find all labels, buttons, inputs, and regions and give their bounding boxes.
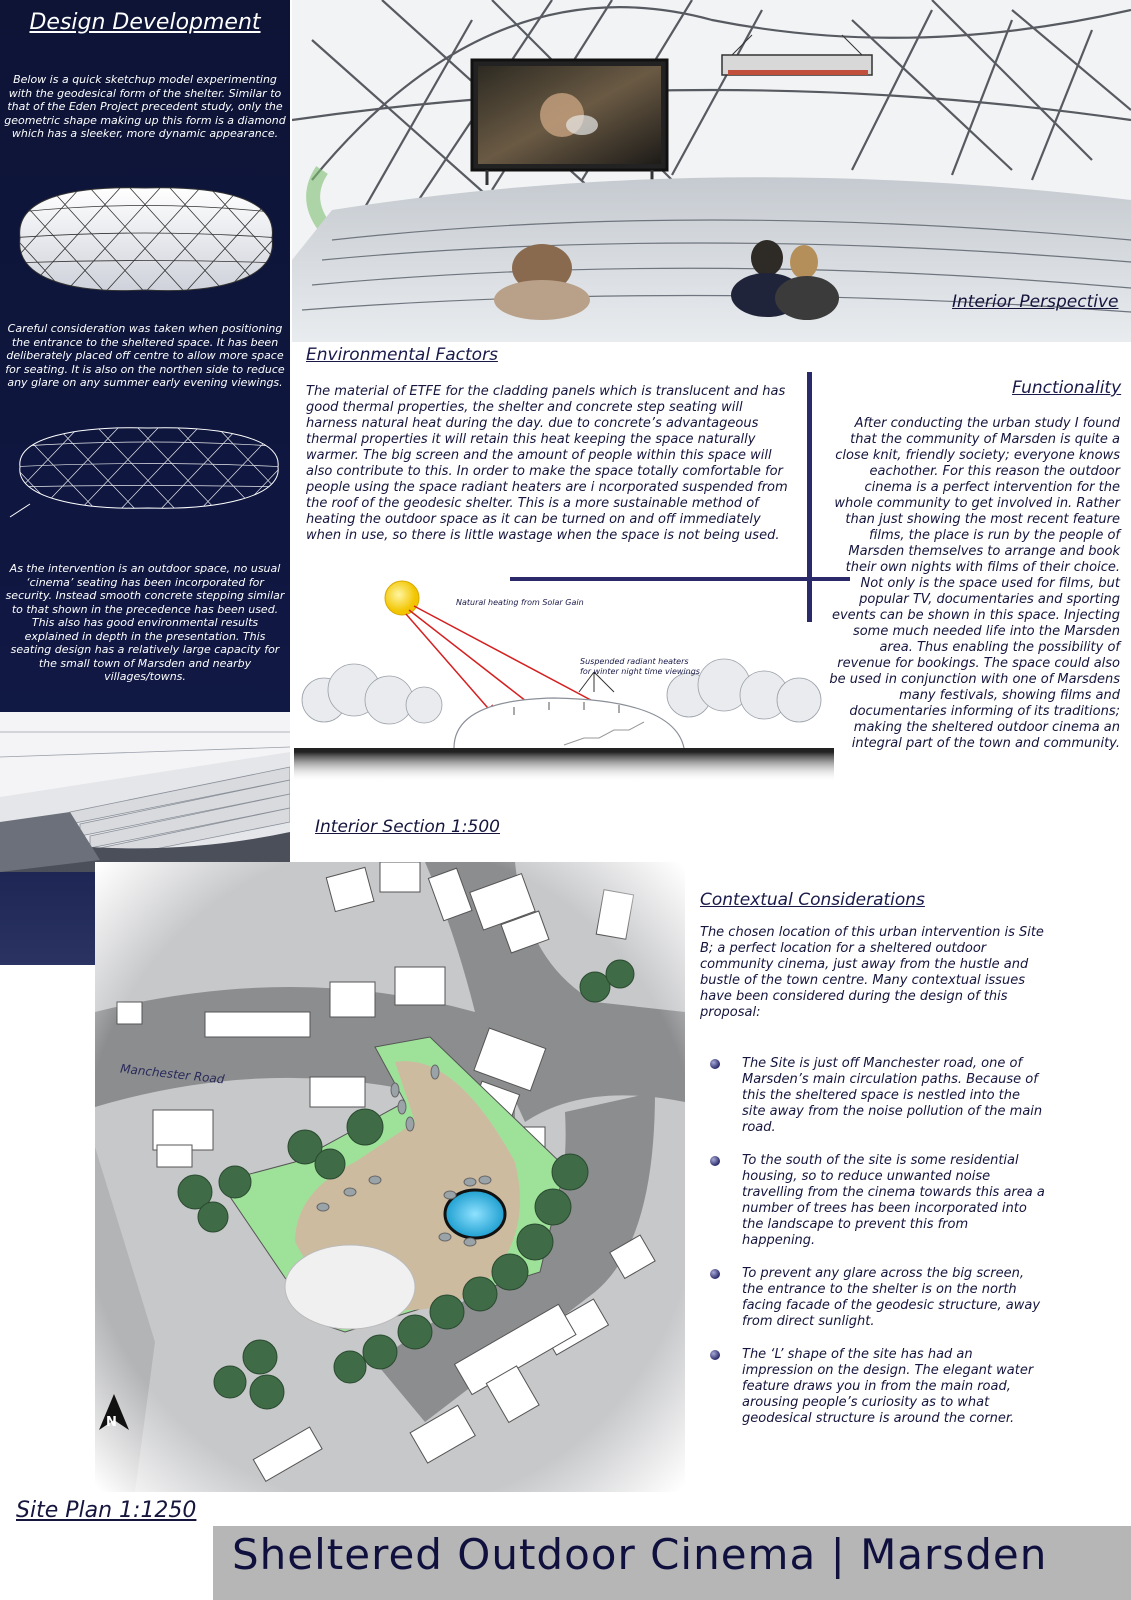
contextual-considerations-heading: Contextual Considerations	[700, 890, 925, 910]
contextual-intro-text: The chosen location of this urban intervention is Site B; a perfect location for a sheltered outdoor community cinema, just away from the hustle and bustle of the town centre. Many contextual issues have been considered during the design of this proposal:	[700, 925, 1044, 1020]
north-label: N	[106, 1415, 117, 1430]
bullet-icon	[710, 1269, 720, 1279]
site-plan-caption: Site Plan 1:1250	[16, 1498, 197, 1523]
list-item: To the south of the site is some residential housing, so to reduce unwanted noise travelling from the cinema towards this area a number of trees has been incorporated into the landscape to prevent this from happening.	[700, 1153, 1045, 1249]
seating-text: As the intervention is an outdoor space, no usual ‘cinema’ seating has been incorporated for security. Instead smooth concrete stepping similar to that shown in the precedence has been used. This also has good environmental results explained in depth in the presentation. This seating design has a relatively large capacity for the small town of Marsden and nearby villages/towns.	[5, 562, 285, 683]
interior-section-diagram	[294, 580, 834, 805]
geodesic-model-solid	[10, 178, 280, 298]
design-development-text: Below is a quick sketchup model experimenting with the geodesical form of the shelter. Similar to that of the Eden Project precedent study, only the geometric shape making up this form is a diamond which has a sleeker, more dynamic appearance.	[4, 73, 286, 140]
stepped-seating-render	[0, 712, 290, 872]
radiant-heaters-label-2: for winter night time viewings	[580, 667, 700, 676]
radiant-heaters-label-1: Suspended radiant heaters	[580, 657, 689, 666]
site-plan	[95, 862, 685, 1492]
bullet-icon	[710, 1059, 720, 1069]
entrance-text: Careful consideration was taken when positioning the entrance to the sheltered space. It has been deliberately placed off centre to allow more space for seating. It is also on the northen side to reduce any glare on any summer early evening viewings.	[5, 322, 285, 389]
functionality-text: After conducting the urban study I found that the community of Marsden is quite a close knit, friendly society; everyone knows eachother. For this reason the outdoor cinema is a perfect intervention for the whole community to get involved in. Rather than just showing the most recent feature films, the place is run by the people of Marsden themselves to arrange and book their own nights with films of their choice. Not only is the space used for films, but popular TV, documentaries and sporting events can be shown in this space. Injecting some much needed life into the Marsden area. Thus enabling the possibility of revenue for bookings. The space could also be used in conjunction with one of Marsdens many festivals, showing films and documentaries informing of its traditions; making the sheltered outdoor cinema an integral part of the town and community.	[829, 416, 1120, 751]
design-development-heading: Design Development	[29, 10, 261, 35]
functionality-heading: Functionality	[1012, 378, 1122, 398]
bullet-icon	[710, 1156, 720, 1166]
interior-perspective-sketch	[292, 0, 1131, 342]
poster-title: Sheltered Outdoor Cinema | Marsden	[232, 1530, 1048, 1579]
list-item: To prevent any glare across the big screen, the entrance to the shelter is on the north facing facade of the geodesic structure, away from direct sunlight.	[700, 1266, 1045, 1330]
manchester-road-label: Manchester Road	[119, 1061, 226, 1087]
contextual-bullet-list	[700, 1056, 1045, 1444]
interior-section-caption: Interior Section 1:500	[315, 817, 500, 837]
list-item: The ‘L’ shape of the site has had an impression on the design. The elegant water feature draws you in from the main road, arousing people’s curiosity as to what geodesical structure is around the corner.	[700, 1347, 1045, 1427]
bullet-icon	[710, 1350, 720, 1360]
environmental-factors-text: The material of ETFE for the cladding panels which is translucent and has good thermal properties, the shelter and concrete step seating will harness natural heat during the day. due to concrete’s advantageous thermal properties it will retain this heat keeping the space naturally warmer. The big screen and the amount of people within this space will also contribute to this. In order to make the space totally comfortable for people using the space radiant heaters are i ncorporated suspended from the roof of the geodesic shelter. This is a more sustainable method of heating the outdoor space as it can be turned on and off immediately when in use, so there is little wastage when the space is not being used.	[306, 384, 788, 543]
environmental-factors-heading: Environmental Factors	[306, 345, 498, 365]
solar-gain-label: Natural heating from Solar Gain	[456, 598, 584, 607]
geodesic-model-wireframe	[8, 412, 288, 522]
list-item: The Site is just off Manchester road, one of Marsden’s main circulation paths. Because of this the sheltered space is nestled into the site away from the noise pollution of the main road.	[700, 1056, 1045, 1136]
interior-perspective-caption: Interior Perspective	[952, 292, 1119, 312]
